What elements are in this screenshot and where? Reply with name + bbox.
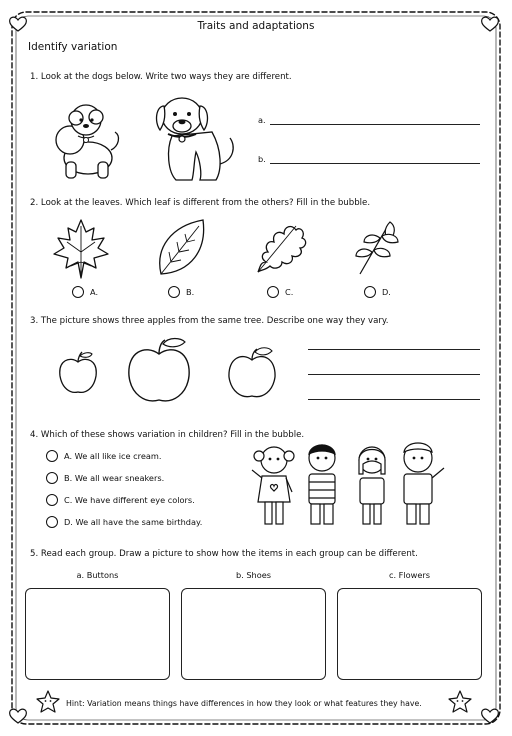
answer-a-label: a. [258,115,266,125]
children-option-b[interactable]: B. We all wear sneakers. [46,472,164,484]
bubble[interactable] [46,450,58,462]
leaf-option-b[interactable]: B. [168,286,194,298]
buttons-column-title: a. Buttons [76,570,119,580]
medium-apple-icon [226,346,278,402]
apple-answer-line-3[interactable] [308,399,480,400]
flowers-column-title: c. Flowers [388,570,431,580]
hint-text: Hint: Variation means things have differences in how they look or what features they have. [66,699,422,708]
shoes-column-title: b. Shoes [235,570,272,580]
question-5-prompt: 5. Read each group. Draw a picture to show how the items in each group can be different. [30,549,418,559]
answer-b-label: b. [258,154,266,164]
star-icon [448,690,472,714]
question-3-prompt: 3. The picture shows three apples from the same tree. Describe one way they vary. [30,316,389,326]
bubble[interactable] [72,286,84,298]
leaf-option-d[interactable]: D. [364,286,391,298]
large-apple-icon [126,336,192,406]
compound-leaf-icon [350,216,402,276]
star-icon [36,690,60,714]
large-dog-illustration [150,92,242,184]
question-4-prompt: 4. Which of these shows variation in children? Fill in the bubble. [30,430,305,440]
oval-leaf-icon [155,218,207,278]
bubble[interactable] [168,286,180,298]
question-2-prompt: 2. Look at the leaves. Which leaf is different from the others? Fill in the bubble. [30,198,371,208]
apple-answer-line-1[interactable] [308,349,480,350]
worksheet-title: Traits and adaptations [197,20,315,32]
question-1-prompt: 1. Look at the dogs below. Write two ways they are different. [30,72,292,82]
bubble[interactable] [46,494,58,506]
bubble[interactable] [46,516,58,528]
maple-leaf-icon [50,218,112,280]
buttons-drawing-box[interactable] [25,588,170,680]
small-dog-illustration [48,100,123,182]
children-option-a[interactable]: A. We all like ice cream. [46,450,161,462]
section-title: Identify variation [28,41,118,53]
four-children-illustration [250,438,450,534]
children-option-d[interactable]: D. We all have the same birthday. [46,516,202,528]
bubble[interactable] [267,286,279,298]
leaf-option-a[interactable]: A. [72,286,98,298]
flowers-drawing-box[interactable] [337,588,482,680]
shoes-drawing-box[interactable] [181,588,326,680]
apple-answer-line-2[interactable] [308,374,480,375]
heart-icon [10,709,27,723]
children-option-c[interactable]: C. We have different eye colors. [46,494,195,506]
answer-b-line[interactable] [270,163,480,164]
oak-leaf-icon [250,216,306,276]
leaf-option-c[interactable]: C. [267,286,293,298]
bubble[interactable] [46,472,58,484]
answer-a-line[interactable] [270,124,480,125]
small-apple-icon [58,350,98,396]
heart-icon [482,709,499,723]
bubble[interactable] [364,286,376,298]
